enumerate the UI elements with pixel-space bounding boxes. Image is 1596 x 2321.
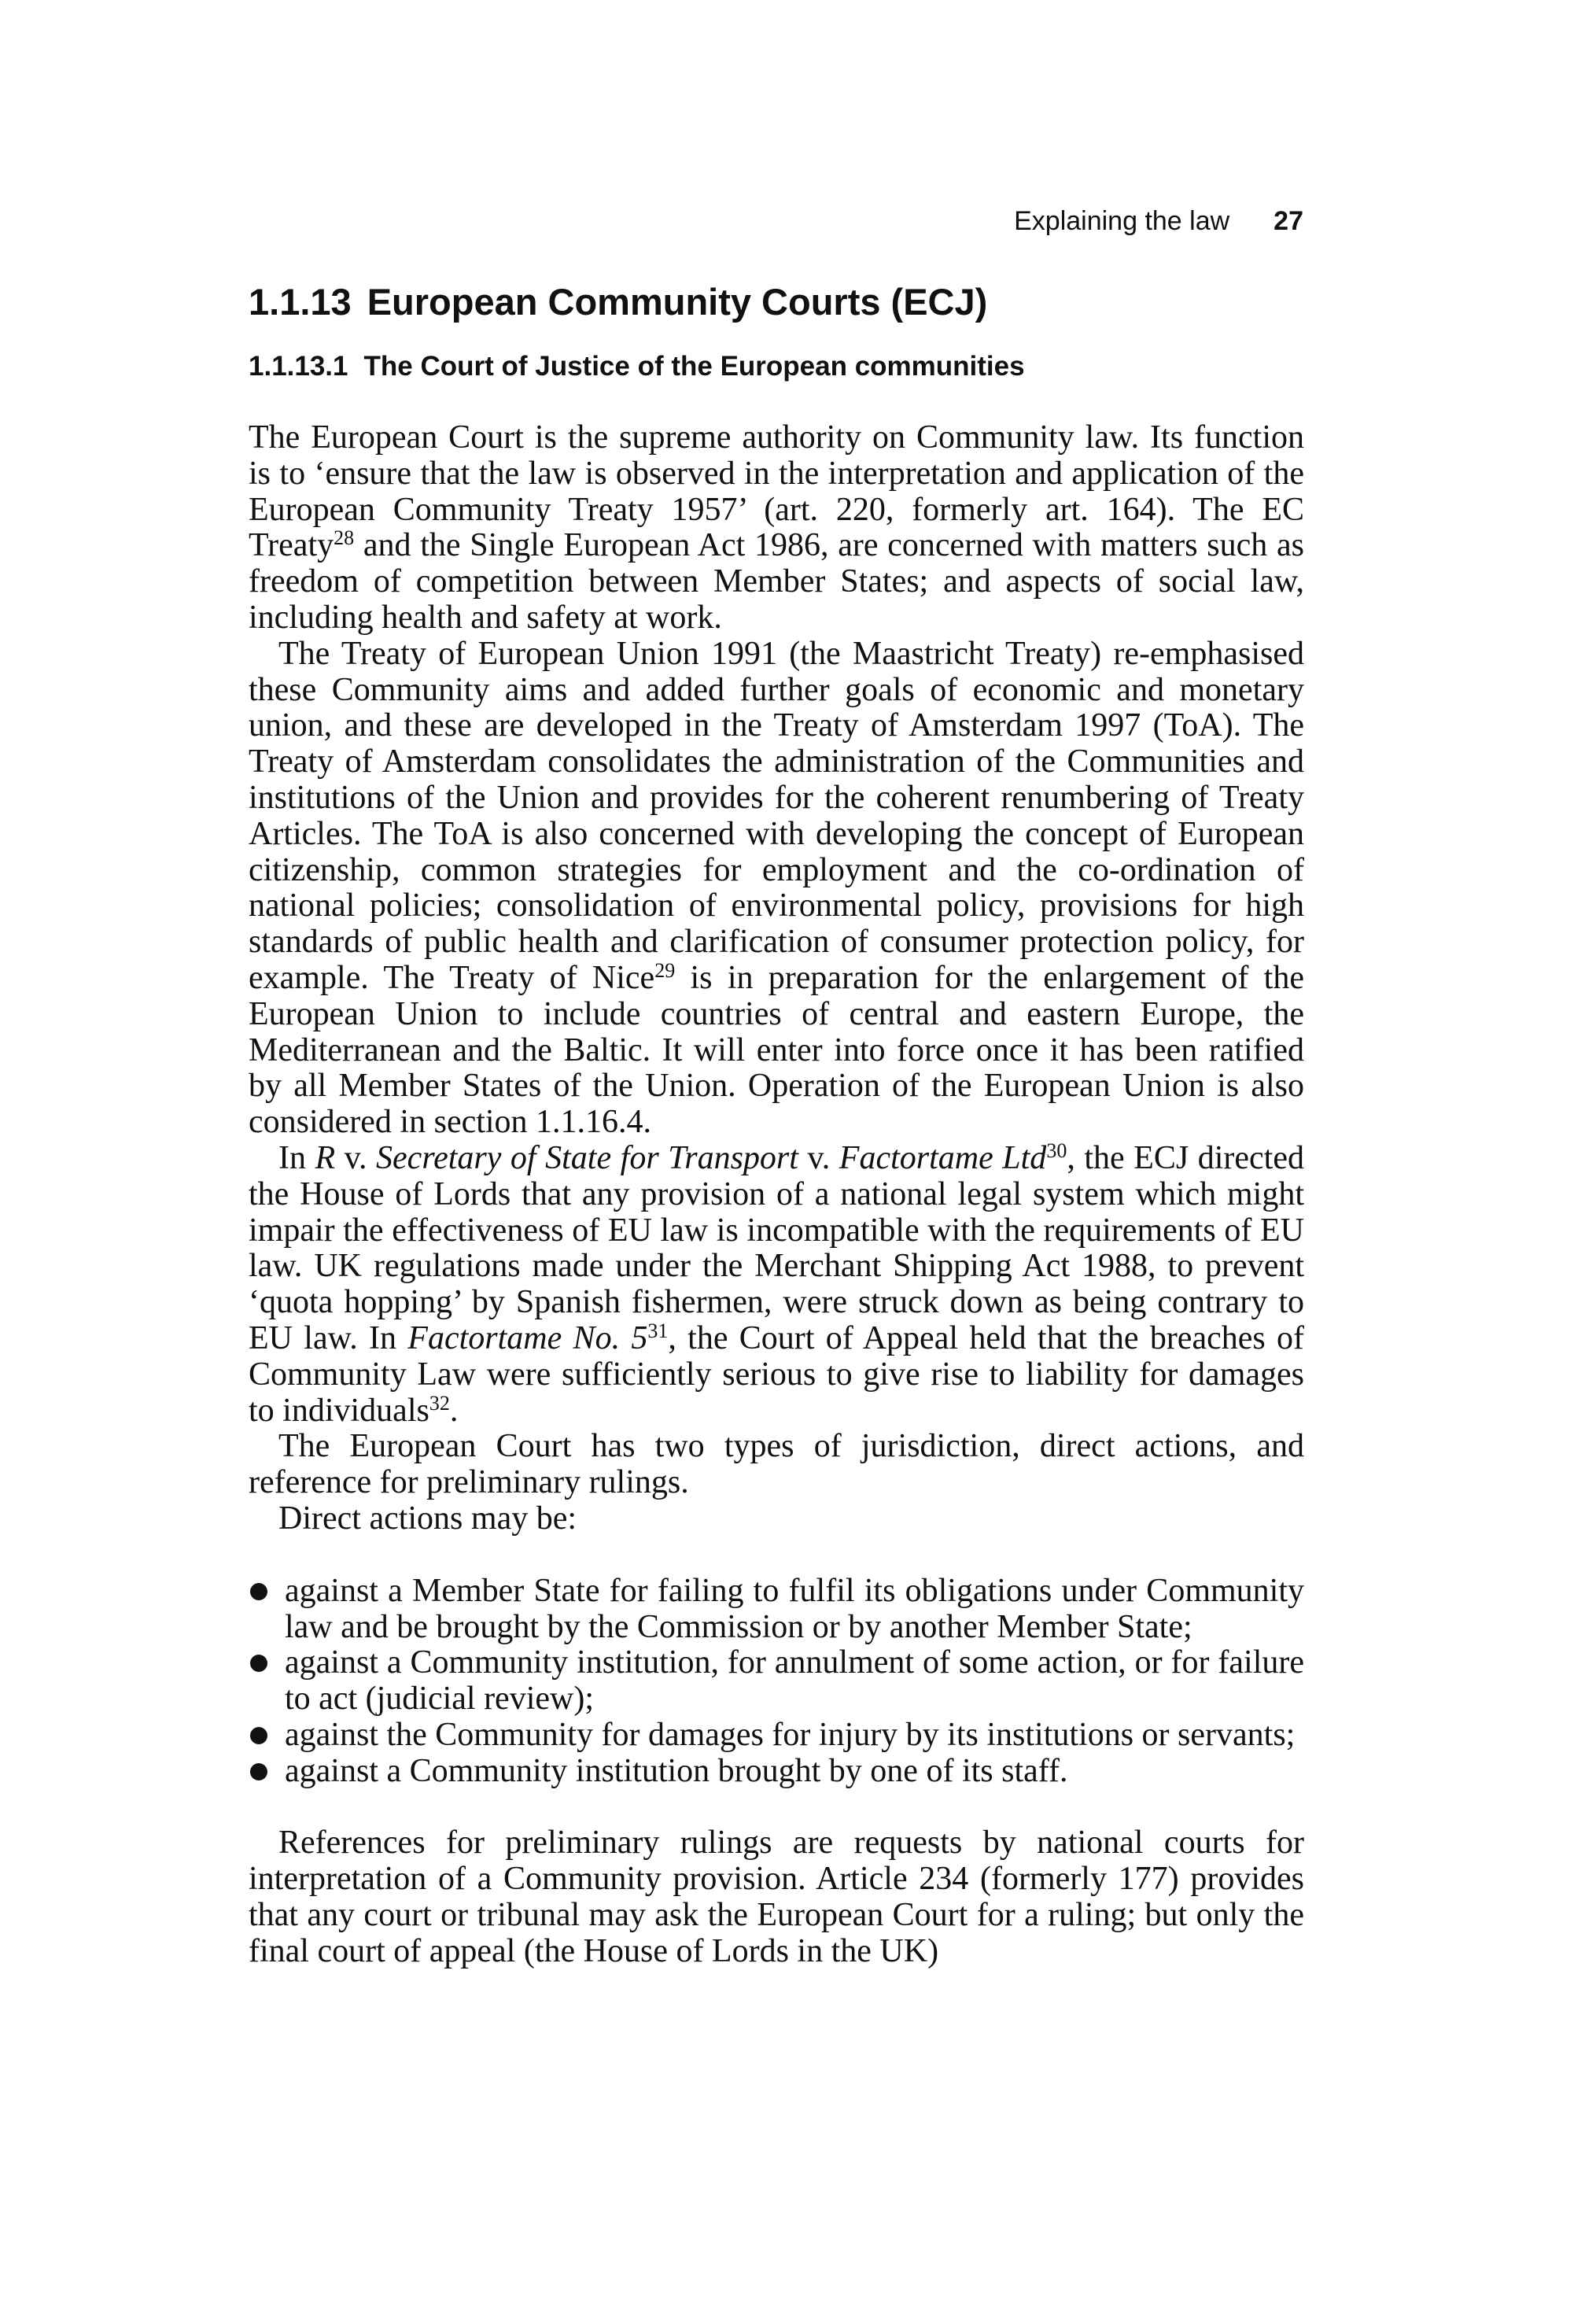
list-item bbox=[249, 1718, 1304, 1754]
text: v. bbox=[335, 1139, 377, 1176]
section-heading bbox=[249, 280, 987, 323]
text: is in preparation for the enlargement of the European Union to include countries of central and eastern Europe, the Mediterranean and the Baltic. It will enter into force once it has been ratified by all Member States of the Union. Operation of the European Union is also considered in section 1.1.16.4. bbox=[249, 959, 1304, 1141]
case-name: R bbox=[315, 1139, 336, 1176]
text: The Treaty of European Union 1991 (the Maastricht Treaty) re-emphasised these Community aims and added further goals of economic and monetary union, and these are developed in the Treaty of Amsterdam 1997 (ToA). The Treaty of Amsterdam consolidates the administration of the Communities and institutions of the Union and provides for the coherent renumbering of Treaty Articles. The ToA is also concerned with developing the concept of European citizenship, common strategies for employment and the co-ordination of national policies; consolidation of environmental policy, provisions for high standards of public health and clarification of consumer protection policy, for example. The Treaty of Nice bbox=[249, 635, 1304, 996]
bullet-icon bbox=[250, 1583, 267, 1600]
footnote-ref: 30 bbox=[1046, 1138, 1067, 1162]
section-number: 1.1.13 bbox=[249, 281, 352, 323]
case-name: Factortame Ltd bbox=[839, 1139, 1047, 1176]
text: The European Court is the supreme authority on Community law. Its function is to ‘ensure that the law is observed in the interpretation and application of the European Community Treaty 1957’ (art. 220, formerly art. 164). The EC Treaty bbox=[249, 419, 1304, 564]
footnote-ref: 29 bbox=[654, 958, 676, 982]
body-text bbox=[249, 420, 1304, 1970]
list-item-text: against the Community for damages for injury by its institutions or servants; bbox=[285, 1716, 1296, 1753]
paragraph bbox=[249, 637, 1304, 1141]
bullet-icon bbox=[250, 1727, 267, 1744]
list-item-text: against a Community institution, for annulment of some action, or for failure to act (judicial review); bbox=[285, 1644, 1304, 1718]
list-item-text: against a Community institution brought by one of its staff. bbox=[285, 1752, 1068, 1789]
paragraph: References for preliminary rulings are requests by national courts for interpretation of a Community provision. Article 234 (formerly 177) provides that any court or tribunal may ask the European Court for a ruling; but only the final court of appeal (the House of Lords in the UK) bbox=[249, 1825, 1304, 1969]
running-title: Explaining the law bbox=[1014, 206, 1230, 236]
footnote-ref: 32 bbox=[429, 1391, 450, 1415]
paragraph: The European Court has two types of jurisdiction, direct actions, and reference for preliminary rulings. bbox=[249, 1428, 1304, 1501]
text: and the Single European Act 1986, are concerned with matters such as freedom of competition between Member States; and aspects of social law, including health and safety at work. bbox=[249, 527, 1304, 636]
footnote-ref: 28 bbox=[334, 526, 355, 550]
text: . bbox=[449, 1392, 459, 1429]
footnote-ref: 31 bbox=[647, 1319, 669, 1342]
paragraph bbox=[249, 1138, 1305, 1429]
text: In bbox=[278, 1139, 315, 1176]
subsection-number: 1.1.13.1 bbox=[249, 351, 348, 382]
bullet-list bbox=[249, 1574, 1304, 1790]
running-header bbox=[1014, 206, 1303, 237]
bullet-icon bbox=[250, 1763, 267, 1780]
subsection-title: The Court of Justice of the European communities bbox=[363, 351, 1025, 382]
section-title: European Community Courts (ECJ) bbox=[367, 281, 988, 323]
subsection-heading bbox=[249, 351, 1025, 382]
page-number: 27 bbox=[1273, 206, 1303, 236]
case-name: Factortame No. 5 bbox=[407, 1319, 648, 1356]
list-item-text: against a Member State for failing to fulfil its obligations under Community law and be brought by the Commission or by another Member State; bbox=[285, 1572, 1304, 1645]
case-name: Secretary of State for Transport bbox=[376, 1139, 798, 1176]
text: , the ECJ directed the House of Lords that any provision of a national legal system which might impair the effectiveness of EU law is incompatible with the requirements of EU law. UK regulations made under the Merchant Shipping Act 1988, to prevent ‘quota hopping’ by Spanish fishermen, were struck down as being contrary to EU law. In bbox=[249, 1139, 1304, 1356]
paragraph: Direct actions may be: bbox=[278, 1500, 577, 1537]
bullet-icon bbox=[250, 1655, 267, 1672]
list-item bbox=[249, 1574, 1304, 1646]
list-item bbox=[249, 1645, 1304, 1718]
text: , the Court of Appeal held that the breaches of Community Law were sufficiently serious to give rise to liability for damages to individuals bbox=[249, 1319, 1305, 1429]
paragraph bbox=[249, 420, 1304, 637]
text: v. bbox=[798, 1139, 839, 1176]
list-item bbox=[249, 1754, 1304, 1790]
